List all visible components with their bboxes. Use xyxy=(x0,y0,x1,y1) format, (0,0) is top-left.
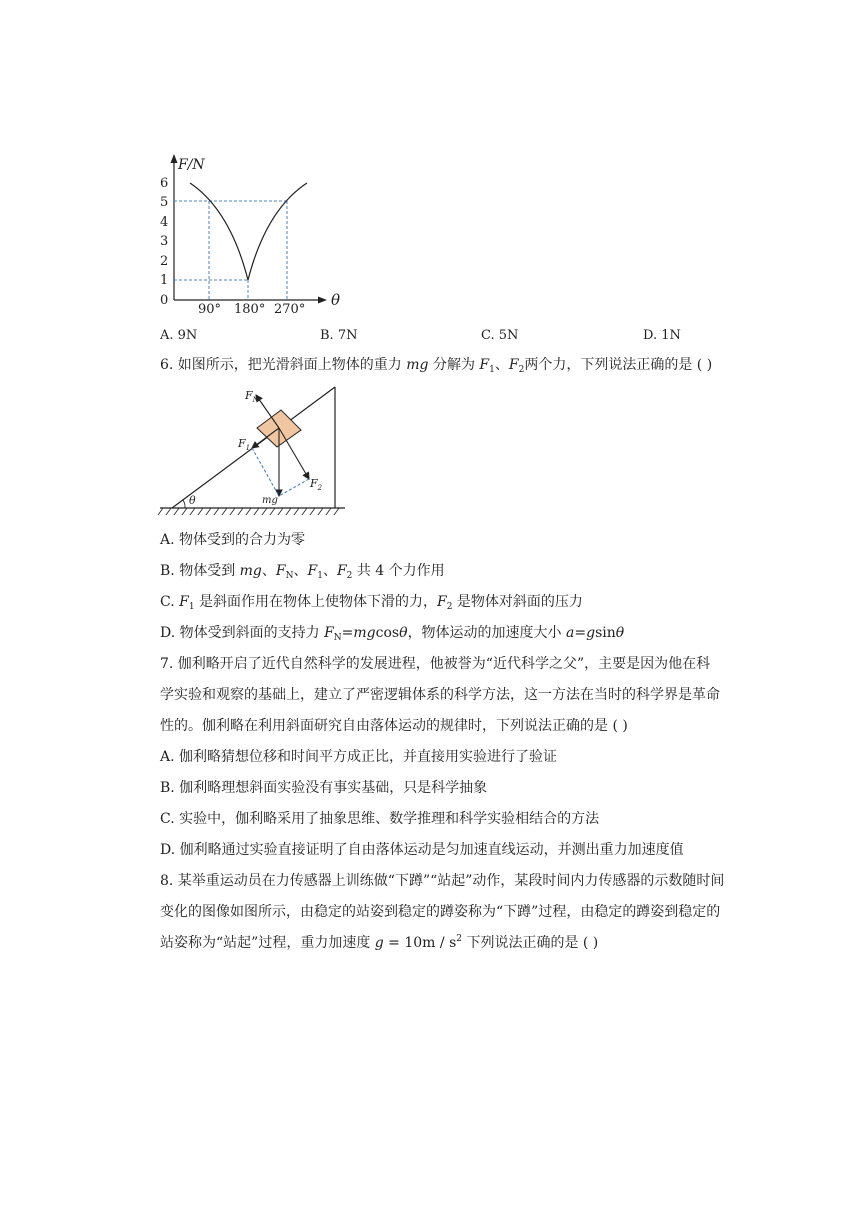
y-tick-3: 3 xyxy=(160,234,169,249)
f2-label: $F_2$ xyxy=(310,477,323,492)
y-axis-label: F/N xyxy=(178,157,205,173)
q5-option-d: D. 1N xyxy=(643,328,681,343)
q7-stem-line-2: 学实验和观察的基础上，建立了严密逻辑体系的科学方法，这一方法在当时的科学界是革命 xyxy=(160,687,720,703)
f1-label: $F_1$ xyxy=(238,437,251,452)
q6-option-a: A. 物体受到的合力为零 xyxy=(160,532,306,548)
q8-stem-line-3: 站姿称为“站起”过程，重力加速度 $g = 10m / s^2$ 下列说法正确的是 ( ) xyxy=(160,934,599,951)
theta-label: θ xyxy=(189,494,196,507)
q7-option-a: A. 伽利略猜想位移和时间平方成正比，并直接用实验进行了验证 xyxy=(160,749,558,765)
q8-stem-line-1: 8. 某举重运动员在力传感器上训练做“下蹲”“站起”动作，某段时间内力传感器的示数随时间 xyxy=(160,873,725,889)
q7-option-b: B. 伽利略理想斜面实验没有事实基础，只是科学抽象 xyxy=(160,780,488,796)
q7-option-d: D. 伽利略通过实验直接证明了自由落体运动是匀加速直线运动，并测出重力加速度值 xyxy=(160,842,684,858)
f2-arrow xyxy=(279,428,309,479)
q6-stem: 6. 如图所示，把光滑斜面上物体的重力 mg 分解为 $F_1$、$F_2$两个力，下列说法正确的是 ( ) xyxy=(160,357,713,375)
x-tick-180: 180° xyxy=(234,302,266,317)
q6-option-b: B. 物体受到 mg、$F_N$、$F_1$、$F_2$ 共 4 个力作用 xyxy=(160,563,445,581)
q5-option-b: B. 7N xyxy=(320,328,358,343)
y-tick-6: 6 xyxy=(160,176,169,191)
y-axis-arrow xyxy=(171,154,178,163)
q5-option-c: C. 5N xyxy=(481,328,519,343)
y-tick-1: 1 xyxy=(160,273,169,288)
force-curve xyxy=(190,183,307,280)
q7-stem-line-3: 性的。伽利略在利用斜面研究自由落体运动的规律时，下列说法正确的是 ( ) xyxy=(160,718,628,734)
q7-stem-line-1: 7. 伽利略开启了近代自然科学的发展进程，他被誉为“近代科学之父”，主要是因为他在科 xyxy=(160,656,711,672)
y-tick-5: 5 xyxy=(160,195,169,210)
angle-arc xyxy=(183,500,185,508)
x-axis-label: θ xyxy=(331,291,341,309)
q8-stem-line-2: 变化的图像如图所示，由稳定的站姿到稳定的蹲姿称为“下蹲”过程，由稳定的蹲姿到稳定的 xyxy=(160,904,721,920)
q6-option-d: D. 物体受到斜面的支持力 $F_N=mgcos\theta$，物体运动的加速度大小 a=gsinθ xyxy=(160,625,625,643)
x-axis-arrow xyxy=(318,297,327,304)
y-tick-2: 2 xyxy=(160,254,169,269)
x-tick-270: 270° xyxy=(274,302,306,317)
q7-option-c: C. 实验中，伽利略采用了抽象思维、数学推理和科学实验相结合的方法 xyxy=(160,811,600,827)
q5-option-a: A. 9N xyxy=(160,328,198,343)
y-tick-0: 0 xyxy=(160,293,169,308)
dashed-f2-to-mg xyxy=(279,479,309,496)
incline-diagram xyxy=(155,383,350,521)
fn-label: $F_N$ xyxy=(245,389,259,404)
dashed-f1-to-mg xyxy=(252,448,279,496)
mg-label: mg xyxy=(262,495,278,506)
force-angle-graph xyxy=(150,150,350,325)
q6-option-c: C. $F_1$ 是斜面作用在物体上使物体下滑的力，$F_2$ 是物体对斜面的压力 xyxy=(160,594,583,612)
x-tick-90: 90° xyxy=(198,302,222,317)
y-tick-4: 4 xyxy=(160,215,169,230)
